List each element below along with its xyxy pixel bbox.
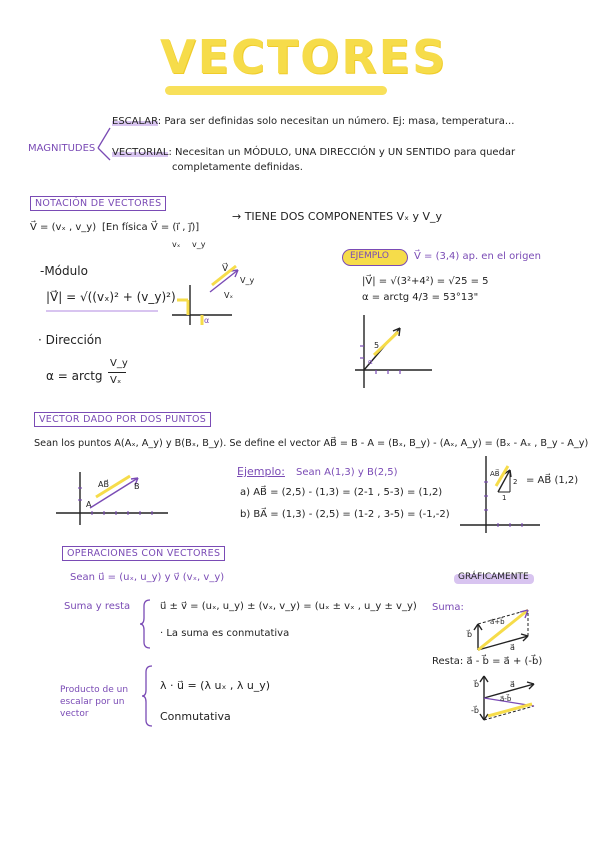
ejemplo-modulo: |V⃗| = √(3²+4²) = √25 = 5 — [362, 276, 489, 287]
conmutativa-prod: Conmutativa — [160, 710, 231, 723]
direccion-formula: α = arctg — [46, 369, 103, 383]
producto-label-2: escalar por un — [60, 697, 125, 707]
vectorial-label: VECTORIAL — [112, 147, 169, 158]
dos-puntos-graph-a: A — [86, 500, 92, 509]
vectorial-text-1: : Necesitan un MÓDULO, UNA DIRECCIÓN y UN SENTIDO para quedar — [168, 147, 516, 158]
graph-vy-label: V_y — [240, 276, 255, 285]
grafic-resta-a: a⃗ — [510, 680, 515, 689]
producto-label-3: vector — [60, 709, 89, 719]
dos-puntos-definition: Sean los puntos A(Aₓ, A_y) y B(Bₓ, B_y). Se define el vector AB⃗ = B - A = (Bₓ, B_y) - (Aₓ, A_y) = (Bₓ - Aₓ , B_y - A_y) — [34, 438, 589, 449]
ejemplo-graph-5: 5 — [374, 341, 380, 350]
suma-resta-label: Suma y resta — [64, 601, 131, 612]
producto-formula: λ · u⃗ = (λ uₓ , λ u_y) — [160, 679, 271, 692]
notacion-i-label: vₓ — [172, 240, 181, 249]
direccion-num: V_y — [110, 358, 128, 369]
dos-puntos-ejemplo-text: Sean A(1,3) y B(2,5) — [296, 467, 398, 478]
suma-formula: u⃗ ± v⃗ = (uₓ, u_y) ± (vₓ, v_y) = (uₓ ± vₓ , u_y ± v_y) — [160, 601, 417, 612]
dos-puntos-ejemplo-b: b) BA⃗ = (1,3) - (2,5) = (1-2 , 3-5) = (-1,-2) — [240, 509, 450, 520]
producto-label-1: Producto de un — [60, 685, 129, 695]
dos-puntos-header: VECTOR DADO POR DOS PUNTOS — [34, 412, 211, 427]
graph2-2: 2 — [513, 478, 518, 486]
components-note: → TIENE DOS COMPONENTES Vₓ y V_y — [232, 210, 443, 223]
conmutativa-suma: · La suma es conmutativa — [160, 628, 290, 639]
operaciones-header: OPERACIONES CON VECTORES — [62, 546, 225, 561]
escalar-label: ESCALAR — [112, 116, 158, 127]
escalar-text: : Para ser definidas solo necesitan un número. Ej: masa, temperatura... — [157, 116, 515, 127]
modulo-formula: |V⃗| = √((vₓ)² + (v_y)²) — [46, 290, 176, 304]
magnitudes-label: MAGNITUDES — [28, 143, 96, 154]
dos-puntos-graph-ab: AB⃗ — [98, 480, 109, 489]
graph-alpha-label: α — [204, 316, 210, 325]
grafic-header: GRÁFICAMENTE — [458, 572, 529, 582]
page-title: VECTORES — [160, 30, 448, 84]
ejemplo-label: EJEMPLO — [350, 251, 389, 261]
graph2-label: = AB⃗ (1,2) — [526, 475, 579, 486]
ejemplo-graph-alpha: α — [368, 358, 373, 366]
operaciones-sean: Sean u⃗ = (uₓ, u_y) y v⃗ (vₓ, v_y) — [70, 572, 225, 583]
grafic-a: a⃗ — [510, 643, 515, 652]
grafic-resta-b: b⃗ — [474, 680, 480, 689]
grafic-b: b⃗ — [467, 630, 473, 639]
dos-puntos-ejemplo-a: a) AB⃗ = (2,5) - (1,3) = (2-1 , 5-3) = (1,2) — [240, 487, 443, 498]
dos-puntos-ejemplo-title: Ejemplo: — [237, 465, 285, 478]
notacion-j-label: v_y — [192, 240, 206, 249]
notacion-fisica: [En física V⃗ = (i⃗ , j⃗)] — [102, 222, 200, 233]
grafic-neg-b: -b⃗ — [471, 706, 479, 715]
ejemplo-text: V⃗ = (3,4) ap. en el origen — [414, 251, 541, 262]
graph2-ab: AB⃗ — [490, 470, 500, 478]
grafic-amb: a⃗-b⃗ — [500, 695, 512, 703]
vectorial-text-2: completamente definidas. — [172, 162, 303, 173]
notacion-header: NOTACIÓN DE VECTORES — [30, 196, 166, 211]
direccion-den: Vₓ — [110, 375, 122, 386]
grafic-suma: Suma: — [432, 602, 464, 613]
dos-puntos-graph-b: B — [134, 482, 140, 491]
grafic-resta: Resta: a⃗ - b⃗ = a⃗ + (-b⃗) — [432, 656, 543, 667]
graph2-1: 1 — [502, 494, 507, 502]
graph-vx-label: Vₓ — [224, 291, 234, 300]
modulo-label: -Módulo — [40, 264, 88, 278]
graph-v-label: V⃗ — [222, 264, 229, 274]
grafic-ab: a⃗+b⃗ — [490, 618, 505, 626]
direccion-label: · Dirección — [38, 333, 102, 347]
ejemplo-direccion: α = arctg 4/3 = 53°13" — [362, 292, 479, 303]
notacion-definition: V⃗ = (vₓ , v_y) — [30, 222, 97, 233]
